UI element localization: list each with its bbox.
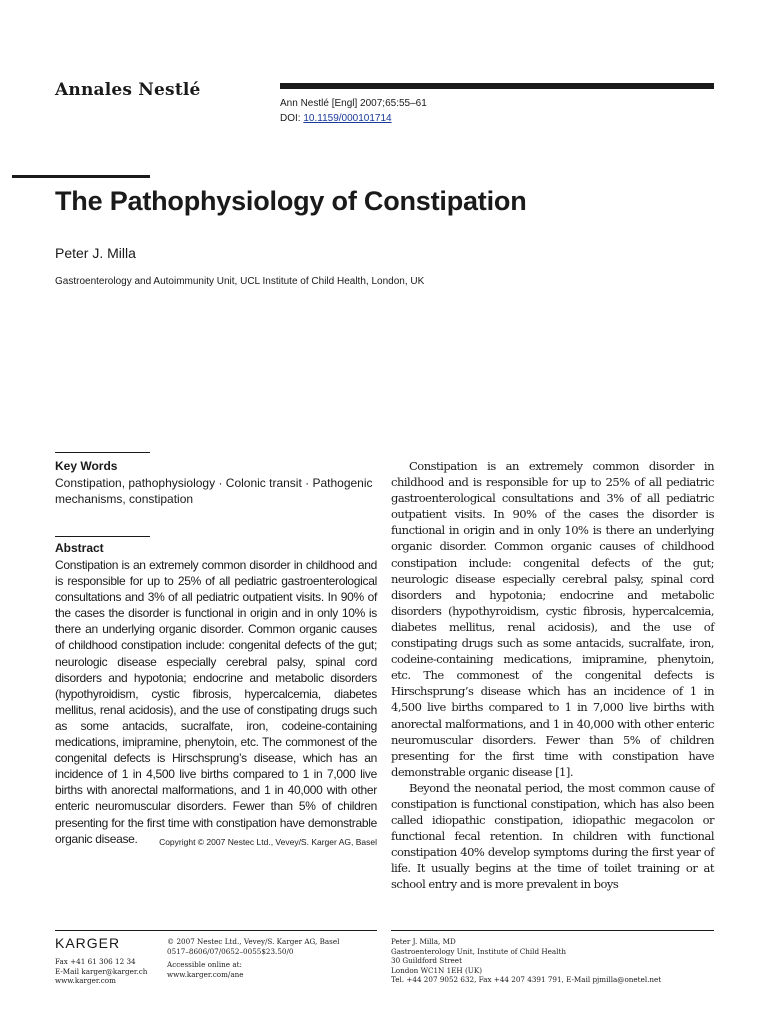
abstract-copyright: Copyright © 2007 Nestec Ltd., Vevey/S. Karger AG, Basel xyxy=(159,836,377,847)
online-url: www.karger.com/ane xyxy=(167,969,244,979)
keywords-rule xyxy=(55,452,150,453)
abstract-block xyxy=(55,557,377,850)
journal-name: Annales Nestlé xyxy=(55,80,201,100)
corr-unit: Gastroenterology Unit, Institute of Child Health xyxy=(391,946,566,956)
doi-link[interactable]: 10.1159/000101714 xyxy=(303,113,392,124)
title-rule xyxy=(12,175,150,178)
author: Peter J. Milla xyxy=(55,245,136,261)
corr-street: 30 Guildford Street xyxy=(391,956,462,965)
footer-rule-left xyxy=(55,930,377,931)
body-column xyxy=(391,458,714,893)
corr-contact: Tel. +44 207 9052 632, Fax +44 207 4391 791, E-Mail pjmilla@onetel.net xyxy=(391,975,662,984)
publisher-web: www.karger.com xyxy=(55,976,116,985)
affiliation: Gastroenterology and Autoimmunity Unit, UCL Institute of Child Health, London, UK xyxy=(55,276,425,287)
abstract-rule xyxy=(55,536,150,537)
header-rule xyxy=(280,83,714,89)
article-title: The Pathophysiology of Constipation xyxy=(55,186,527,216)
online-label: Accessible online at: xyxy=(167,960,242,969)
publisher-fax: Fax +41 61 306 12 34 xyxy=(55,957,136,966)
abstract-text: Constipation is an extremely common disorder in childhood and is responsible for up to 25% of all pediatric gastroenterological consultations and 3% of all pediatric outpatient visits. In 90% of the cases the disorder is functional in origin and in only 10% is there an underlying organic disorder. Common organic causes of childhood constipation include: congenital defects of the gut; neurologic disease especially cerebral palsy, spinal cord disorders and hypotonia; endocrine and metabolic disorders (hypothyroidism, cystic fibrosis, hypercalcemia, diabetes mellitus, renal acidosis), and the use of constipating drugs such as some antacids, sucralfate, iron, codeine-containing medications, imipramine, phenytoin, etc. The commonest of the congenital defects is Hirschsprung’s disease, which has an incidence of 1 in 4,500 live births compared to 1 in 7,000 live births with anorectal malformations, and 1 in 40,000 with other enteric neuromuscular disorders. Fewer than 5% of children presenting for the first time with constipation have demonstrable organic disease. xyxy=(55,558,377,846)
body-paragraph: Constipation is an extremely common disorder in childhood and is responsible for up to 25% of all pediatric gastroenterological consultations and 3% of all pediatric outpatient visits. In 90% of the cases the disorder is functional in origin and in only 10% is there an underlying organic disorder. Common organic causes of childhood constipation include: congenital defects of the gut; neurologic disease especially cerebral palsy, spinal cord disorders and hypotonia; endocrine and metabolic disorders (hypothyroidism, cystic fibrosis, hypercalcemia, diabetes mellitus, renal acidosis), and the use of constipating drugs such as some antacids, sucralfate, iron, codeine-containing medications, imipramine, phenytoin, etc. The commonest of the congenital defects is Hirschsprung’s disease which has an incidence of 1 in 4,500 live births compared to 1 in 7,000 live births with anorectal malformations, and 1 in 40,000 with other enteric neuromuscular disorders. Fewer than 5% of children presenting for the first time with constipation have demonstrable organic disease [1]. xyxy=(391,459,714,779)
publisher-email: E-Mail karger@karger.ch xyxy=(55,966,148,976)
publisher-logo: KARGER xyxy=(55,935,121,951)
citation-block xyxy=(280,96,427,126)
publication-info xyxy=(167,937,339,979)
correspondence xyxy=(391,937,661,985)
corr-name: Peter J. Milla, MD xyxy=(391,937,456,946)
body-paragraph: Beyond the neonatal period, the most common cause of constipation is functional constipation, which has also been called idiopathic constipation, idiopathic megacolon or functional fecal retention. In children with functional constipation 40% develop symptoms during the first year of life. It usually begins at the time of toilet training or at school entry and is more prevalent in boys xyxy=(391,780,714,892)
issn-line: 0517–8606/07/0652–0055$23.50/0 xyxy=(167,946,294,956)
citation: Ann Nestlé [Engl] 2007;65:55–61 xyxy=(280,98,427,109)
abstract-heading: Abstract xyxy=(55,541,104,555)
footer-rule-right xyxy=(391,930,714,931)
corr-city: London WC1N 1EH (UK) xyxy=(391,965,483,975)
keywords-text: Constipation, pathophysiology · Colonic transit · Pathogenic mechanisms, constipation xyxy=(55,476,373,506)
footer-copyright: © 2007 Nestec Ltd., Vevey/S. Karger AG, Basel xyxy=(167,937,340,946)
keywords-heading: Key Words xyxy=(55,459,118,473)
doi-label: DOI: xyxy=(280,113,304,124)
publisher-contact xyxy=(55,957,147,986)
